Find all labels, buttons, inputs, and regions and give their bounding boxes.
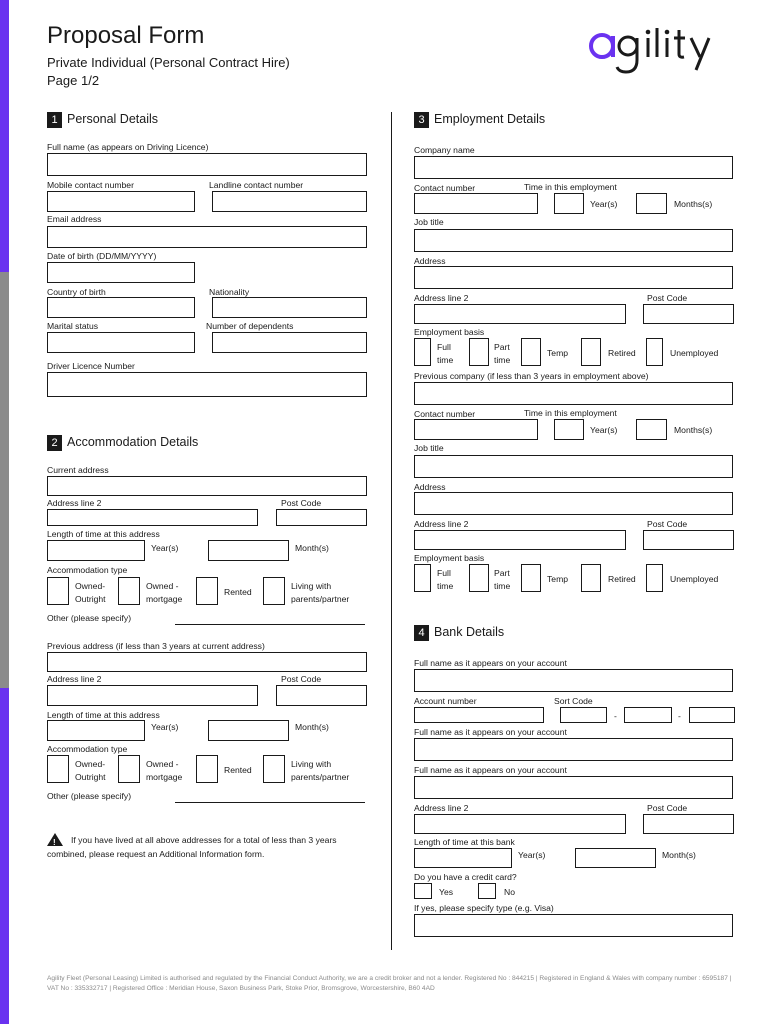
other-specify-line[interactable]	[175, 624, 365, 625]
country-label: Country of birth	[47, 287, 106, 297]
years-label: Year(s)	[151, 543, 179, 553]
accommodation-type-label: Accommodation type	[47, 565, 128, 575]
living-with-parents-label: Living with parents/partner	[291, 581, 350, 604]
sidebar-accent-bottom	[0, 688, 9, 1024]
dependents-label: Number of dependents	[206, 321, 294, 331]
prev-address-line2-field[interactable]	[47, 685, 258, 706]
prev-postcode-label: Post Code	[281, 674, 322, 684]
full-name-field[interactable]	[47, 153, 367, 176]
employment-months-label: Months(s)	[674, 199, 713, 209]
prev-living-with-parents-checkbox[interactable]	[263, 755, 285, 783]
full-time-label: Full time	[437, 342, 454, 365]
prev-full-time-checkbox[interactable]	[414, 564, 431, 592]
section-personal-details-header	[47, 112, 367, 130]
card-type-field[interactable]	[414, 914, 733, 937]
years-field[interactable]	[47, 540, 145, 561]
dependents-field[interactable]	[212, 332, 367, 353]
months-label: Month(s)	[295, 543, 329, 553]
current-address-field[interactable]	[47, 476, 367, 496]
job-title-field[interactable]	[414, 229, 733, 252]
marital-field[interactable]	[47, 332, 195, 353]
other-specify-label: Other (please specify)	[47, 613, 132, 623]
section-title: Bank Details	[434, 625, 505, 639]
sort-code-dash: -	[614, 711, 617, 721]
prev-job-title-label: Job title	[414, 443, 444, 453]
prev-employment-months-field[interactable]	[636, 419, 667, 440]
section-title: Employment Details	[434, 112, 546, 126]
sidebar-accent-middle	[0, 272, 9, 688]
retired-label: Retired	[608, 348, 636, 358]
prev-emp-address-field[interactable]	[414, 492, 733, 515]
section-number: 3	[414, 112, 429, 128]
dob-label: Date of birth (DD/MM/YYYY)	[47, 251, 157, 261]
time-employment-label: Time in this employment	[524, 182, 617, 192]
full-name-label: Full name (as appears on Driving Licence)	[47, 142, 209, 152]
prev-years-label: Year(s)	[151, 722, 179, 732]
prev-retired-label: Retired	[608, 574, 636, 584]
section-employment-header	[414, 112, 734, 130]
prev-living-with-parents-label: Living with parents/partner	[291, 759, 350, 782]
unemployed-label: Unemployed	[670, 348, 719, 358]
mobile-field[interactable]	[47, 191, 195, 212]
section-number: 1	[47, 112, 62, 128]
section-accommodation-header	[47, 435, 367, 453]
agility-logo	[588, 26, 736, 80]
contact-label: Contact number	[414, 183, 476, 193]
prev-years-field[interactable]	[47, 720, 145, 741]
section-title: Accommodation Details	[67, 435, 199, 449]
emp-postcode-field[interactable]	[643, 304, 734, 324]
owned-mortgage-checkbox[interactable]	[118, 577, 140, 605]
page-number: Page 1/2	[47, 73, 100, 88]
prev-months-field[interactable]	[208, 720, 289, 741]
bank-full-name-label-2: Full name as it appears on your account	[414, 727, 567, 737]
credit-card-label: Do you have a credit card?	[414, 872, 517, 882]
employment-years-label: Year(s)	[590, 199, 618, 209]
company-field[interactable]	[414, 156, 733, 179]
email-field[interactable]	[47, 226, 367, 248]
prev-other-specify-label: Other (please specify)	[47, 791, 132, 801]
marital-label: Marital status	[47, 321, 99, 331]
credit-card-no-label: No	[504, 887, 515, 897]
contact-field[interactable]	[414, 193, 538, 214]
job-title-label: Job title	[414, 217, 444, 227]
employment-months-field[interactable]	[636, 193, 667, 214]
prev-other-specify-line[interactable]	[175, 802, 365, 803]
sort-code-field-2[interactable]	[624, 707, 672, 723]
licence-field[interactable]	[47, 372, 367, 397]
prev-emp-address-line2-field[interactable]	[414, 530, 626, 550]
current-address-label: Current address	[47, 465, 109, 475]
prev-retired-checkbox[interactable]	[581, 564, 601, 592]
postcode-field[interactable]	[276, 509, 367, 526]
prev-emp-postcode-field[interactable]	[643, 530, 734, 550]
warning-text: If you have lived at all above addresses for a total of less than 3 years combined, please request an Additional Information form.	[47, 835, 337, 859]
owned-mortgage-label: Owned - mortgage	[146, 581, 183, 604]
prev-employment-basis-label: Employment basis	[414, 553, 485, 563]
previous-company-label: Previous company (if less than 3 years in employment above)	[414, 371, 649, 381]
credit-card-yes-checkbox[interactable]	[414, 883, 432, 899]
landline-label: Landline contact number	[209, 180, 304, 190]
bank-full-name-field[interactable]	[414, 669, 733, 692]
full-time-checkbox[interactable]	[414, 338, 431, 366]
rented-checkbox[interactable]	[196, 577, 218, 605]
page-subtitle: Private Individual (Personal Contract Hire)	[47, 55, 290, 70]
card-type-label: If yes, please specify type (e.g. Visa)	[414, 903, 554, 913]
employment-years-field[interactable]	[554, 193, 584, 214]
prev-employment-years-label: Year(s)	[590, 425, 618, 435]
country-field[interactable]	[47, 297, 195, 318]
nationality-label: Nationality	[209, 287, 250, 297]
prev-temp-label: Temp	[547, 574, 569, 584]
bank-full-name-label: Full name as it appears on your account	[414, 658, 567, 668]
employment-basis-label: Employment basis	[414, 327, 485, 337]
temp-checkbox[interactable]	[521, 338, 541, 366]
prev-unemployed-label: Unemployed	[670, 574, 719, 584]
prev-address-line2-label: Address line 2	[47, 674, 102, 684]
prev-full-time-label: Full time	[437, 568, 454, 591]
bank-address-line2-field[interactable]	[414, 814, 626, 834]
part-time-label: Part time	[494, 342, 511, 365]
bank-months-label: Month(s)	[662, 850, 696, 860]
warning-note	[47, 833, 367, 861]
prev-part-time-label: Part time	[494, 568, 511, 591]
prev-rented-label: Rented	[224, 765, 252, 775]
credit-card-no-checkbox[interactable]	[478, 883, 496, 899]
bank-postcode-field[interactable]	[643, 814, 734, 834]
emp-address-field[interactable]	[414, 266, 733, 289]
owned-outright-checkbox[interactable]	[47, 577, 69, 605]
emp-address-label: Address	[414, 256, 446, 266]
prev-emp-address-label: Address	[414, 482, 446, 492]
prev-contact-label: Contact number	[414, 409, 476, 419]
address-line2-label: Address line 2	[47, 498, 102, 508]
rented-label: Rented	[224, 587, 252, 597]
prev-emp-address-line2-label: Address line 2	[414, 519, 469, 529]
mobile-label: Mobile contact number	[47, 180, 134, 190]
emp-address-line2-field[interactable]	[414, 304, 626, 324]
emp-address-line2-label: Address line 2	[414, 293, 469, 303]
bank-address-line2-label: Address line 2	[414, 803, 469, 813]
bank-length-label: Length of time at this bank	[414, 837, 515, 847]
prev-accommodation-type-label: Accommodation type	[47, 744, 128, 754]
bank-years-label: Year(s)	[518, 850, 546, 860]
warning-icon: !	[47, 833, 63, 846]
email-label: Email address	[47, 214, 102, 224]
licence-label: Driver Licence Number	[47, 361, 135, 371]
prev-employment-years-field[interactable]	[554, 419, 584, 440]
section-number: 4	[414, 625, 429, 641]
prev-unemployed-checkbox[interactable]	[646, 564, 663, 592]
sort-code-label: Sort Code	[554, 696, 593, 706]
section-number: 2	[47, 435, 62, 451]
footer-legal-text: Agility Fleet (Personal Leasing) Limited is authorised and regulated by the Financial Conduct Authority, we are a credit broker and not a lender. Registered No : 844215 | Registered in England & Wales with company number : 6595187 | VAT No : 335332717 | Registered Office : Meridian House, Saxon Business Park, Stoke Prior, Bromsgrove, Worcestershire, B60 4AD	[47, 975, 732, 992]
months-field[interactable]	[208, 540, 289, 561]
prev-contact-field[interactable]	[414, 419, 538, 440]
prev-time-employment-label: Time in this employment	[524, 408, 617, 418]
prev-owned-mortgage-checkbox[interactable]	[118, 755, 140, 783]
prev-length-label: Length of time at this address	[47, 710, 160, 720]
part-time-checkbox[interactable]	[469, 338, 489, 366]
nationality-field[interactable]	[212, 297, 367, 318]
owned-outright-label: Owned- Outright	[75, 581, 106, 604]
postcode-label: Post Code	[281, 498, 322, 508]
account-number-label: Account number	[414, 696, 477, 706]
section-title: Personal Details	[67, 112, 159, 126]
address-line2-field[interactable]	[47, 509, 258, 526]
landline-field[interactable]	[212, 191, 367, 212]
length-label: Length of time at this address	[47, 529, 160, 539]
bank-months-field[interactable]	[575, 848, 656, 868]
prev-emp-postcode-label: Post Code	[647, 519, 688, 529]
bank-full-name-label-3: Full name as it appears on your account	[414, 765, 567, 775]
prev-job-title-field[interactable]	[414, 455, 733, 478]
prev-postcode-field[interactable]	[276, 685, 367, 706]
company-label: Company name	[414, 145, 475, 155]
prev-temp-checkbox[interactable]	[521, 564, 541, 592]
emp-postcode-label: Post Code	[647, 293, 688, 303]
sidebar-accent-top	[0, 0, 9, 272]
prev-employment-months-label: Months(s)	[674, 425, 713, 435]
column-divider	[391, 112, 392, 950]
previous-address-label: Previous address (if less than 3 years at current address)	[47, 641, 265, 651]
prev-part-time-checkbox[interactable]	[469, 564, 489, 592]
bank-full-name-field-2[interactable]	[414, 738, 733, 761]
dob-field[interactable]	[47, 262, 195, 283]
prev-rented-checkbox[interactable]	[196, 755, 218, 783]
prev-months-label: Month(s)	[295, 722, 329, 732]
bank-full-name-field-3[interactable]	[414, 776, 733, 799]
page-title: Proposal Form	[47, 22, 205, 49]
retired-checkbox[interactable]	[581, 338, 601, 366]
prev-owned-outright-checkbox[interactable]	[47, 755, 69, 783]
temp-label: Temp	[547, 348, 569, 358]
bank-postcode-label: Post Code	[647, 803, 688, 813]
sort-code-field-3[interactable]	[689, 707, 735, 723]
sort-code-field-1[interactable]	[560, 707, 607, 723]
bank-years-field[interactable]	[414, 848, 512, 868]
previous-address-field[interactable]	[47, 652, 367, 672]
living-with-parents-checkbox[interactable]	[263, 577, 285, 605]
sort-code-dash: -	[678, 711, 681, 721]
unemployed-checkbox[interactable]	[646, 338, 663, 366]
section-bank-header	[414, 625, 734, 643]
account-number-field[interactable]	[414, 707, 544, 723]
credit-card-yes-label: Yes	[439, 887, 454, 897]
prev-owned-mortgage-label: Owned - mortgage	[146, 759, 183, 782]
previous-company-field[interactable]	[414, 382, 733, 405]
prev-owned-outright-label: Owned- Outright	[75, 759, 106, 782]
